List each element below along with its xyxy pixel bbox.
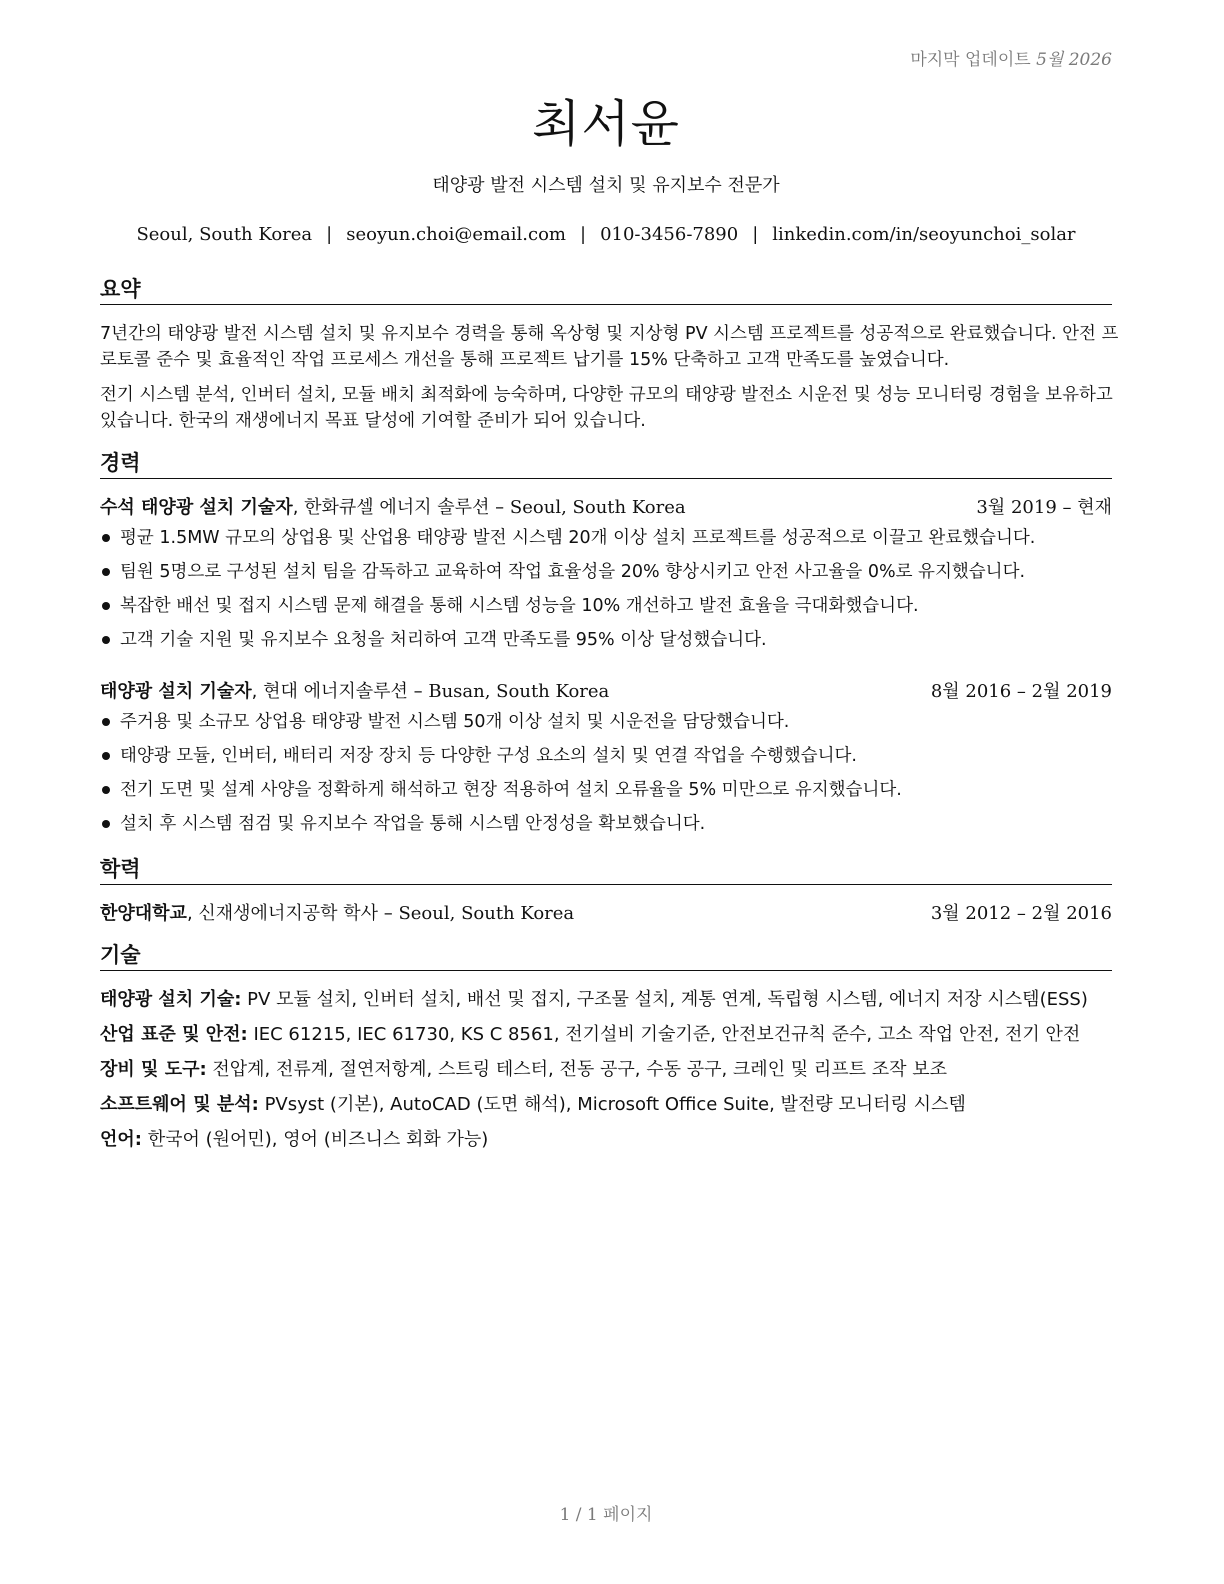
skills-heading: 기술 — [100, 942, 1112, 971]
bullet-icon — [102, 786, 110, 794]
summary-heading: 요약 — [100, 276, 1112, 305]
skill-value: 한국어 (원어민), 영어 (비즈니스 회화 가능) — [141, 1129, 489, 1150]
skill-key: 언어: — [100, 1129, 142, 1150]
last-updated-year: 2026 — [1068, 50, 1112, 70]
job-bullets — [100, 709, 1112, 845]
job-header — [100, 678, 1112, 706]
skill-key: 소프트웨어 및 분석: — [100, 1094, 259, 1115]
job-bullet: 주거용 및 소규모 상업용 태양광 발전 시스템 50개 이상 설치 및 시운전을 담당했습니다. — [100, 709, 1112, 743]
skills-list — [100, 986, 1112, 1161]
skill-row — [100, 986, 1112, 1021]
contact-separator: | — [752, 224, 759, 245]
job-title: 태양광 설치 기술자 — [100, 681, 252, 702]
education-heading: 학력 — [100, 856, 1112, 885]
job-bullet: 복잡한 배선 및 접지 시스템 문제 해결을 통해 시스템 성능을 10% 개선하고 발전 효율을 극대화했습니다. — [100, 593, 1112, 627]
skill-value: PV 모듈 설치, 인버터 설치, 배선 및 접지, 구조물 설치, 계통 연계, 독립형 시스템, 에너지 저장 시스템(ESS) — [241, 989, 1088, 1010]
skill-key: 산업 표준 및 안전: — [100, 1024, 248, 1045]
contact-separator: | — [326, 224, 333, 245]
summary-paragraph-1: 7년간의 태양광 발전 시스템 설치 및 유지보수 경력을 통해 옥상형 및 지상형 PV 시스템 프로젝트를 성공적으로 완료했습니다. 안전 프로토콜 준수 및 효율적인 작업 프로세스 개선을 통해 프로젝트 납기를 15% 단축하고 고객 만족도를 높였습니다. — [100, 324, 1119, 370]
bullet-icon — [102, 568, 110, 576]
skill-key: 태양광 설치 기술: — [100, 989, 242, 1010]
education-entry — [100, 900, 1112, 928]
education-degree: , 신재생에너지공학 학사 – — [186, 903, 399, 924]
skill-row — [100, 1126, 1112, 1161]
contact-email[interactable]: seoyun.choi@email.com — [346, 224, 566, 245]
last-updated-month: 5월 — [1036, 50, 1064, 70]
contact-separator: | — [580, 224, 587, 245]
experience-heading: 경력 — [100, 450, 1112, 479]
candidate-name: 최서윤 — [532, 95, 680, 153]
contact-location: Seoul, South Korea — [136, 224, 313, 245]
page-indicator: 1 / 1 페이지 — [559, 1505, 653, 1525]
last-updated — [910, 45, 1112, 70]
skill-row — [100, 1091, 1112, 1126]
bullet-icon — [102, 820, 110, 828]
job-dates: 8월 2016 – 2월 2019 — [930, 681, 1112, 702]
education-location: Seoul, South Korea — [398, 903, 575, 924]
bullet-icon — [102, 602, 110, 610]
last-updated-label: 마지막 업데이트 — [910, 50, 1031, 70]
contact-phone: 010-3456-7890 — [600, 224, 739, 245]
education-dates: 3월 2012 – 2월 2016 — [930, 903, 1112, 924]
job-bullet: 평균 1.5MW 규모의 상업용 및 산업용 태양광 발전 시스템 20개 이상 설치 프로젝트를 성공적으로 이끌고 완료했습니다. — [100, 525, 1112, 559]
contact-linkedin[interactable]: linkedin.com/in/seoyunchoi_solar — [772, 224, 1076, 245]
job-bullet: 전기 도면 및 설계 사양을 정확하게 해석하고 현장 적용하여 설치 오류율을 5% 미만으로 유지했습니다. — [100, 777, 1112, 811]
skill-value: IEC 61215, IEC 61730, KS C 8561, 전기설비 기술기준, 안전보건규칙 준수, 고소 작업 안전, 전기 안전 — [247, 1024, 1081, 1045]
bullet-icon — [102, 718, 110, 726]
resume-page — [100, 0, 1119, 1584]
job-header — [100, 494, 1112, 522]
candidate-tagline: 태양광 발전 시스템 설치 및 유지보수 전문가 — [432, 175, 780, 196]
job-bullet: 팀원 5명으로 구성된 설치 팀을 감독하고 교육하여 작업 효율성을 20% 향상시키고 안전 사고율을 0%로 유지했습니다. — [100, 559, 1112, 593]
skill-value: 전압계, 전류계, 절연저항계, 스트링 테스터, 전동 공구, 수동 공구, 크레인 및 리프트 조작 보조 — [206, 1059, 948, 1080]
job-location: Busan, South Korea — [428, 681, 610, 702]
job-bullet: 고객 기술 지원 및 유지보수 요청을 처리하여 고객 만족도를 95% 이상 달성했습니다. — [100, 627, 1112, 661]
education-school: 한양대학교 — [100, 903, 187, 924]
skill-value: PVsyst (기본), AutoCAD (도면 해석), Microsoft Office Suite, 발전량 모니터링 시스템 — [258, 1094, 966, 1115]
skill-key: 장비 및 도구: — [100, 1059, 207, 1080]
job-company: , 한화큐셀 에너지 솔루션 – — [292, 497, 510, 518]
bullet-icon — [102, 636, 110, 644]
skill-row — [100, 1021, 1112, 1056]
job-title: 수석 태양광 설치 기술자 — [100, 497, 293, 518]
job-bullets — [100, 525, 1112, 661]
job-bullet: 설치 후 시스템 점검 및 유지보수 작업을 통해 시스템 안정성을 확보했습니다. — [100, 811, 1112, 845]
job-dates: 3월 2019 – 현재 — [976, 497, 1112, 518]
bullet-icon — [102, 534, 110, 542]
summary-paragraph-2: 전기 시스템 분석, 인버터 설치, 모듈 배치 최적화에 능숙하며, 다양한 규모의 태양광 발전소 시운전 및 성능 모니터링 경험을 보유하고 있습니다. 한국의 재생에너지 목표 달성에 기여할 준비가 되어 있습니다. — [100, 385, 1113, 431]
job-location: Seoul, South Korea — [509, 497, 686, 518]
skill-row — [100, 1056, 1112, 1091]
job-company: , 현대 에너지솔루션 – — [251, 681, 429, 702]
job-bullet: 태양광 모듈, 인버터, 배터리 저장 장치 등 다양한 구성 요소의 설치 및 연결 작업을 수행했습니다. — [100, 743, 1112, 777]
bullet-icon — [102, 752, 110, 760]
contact-line — [100, 224, 1112, 245]
